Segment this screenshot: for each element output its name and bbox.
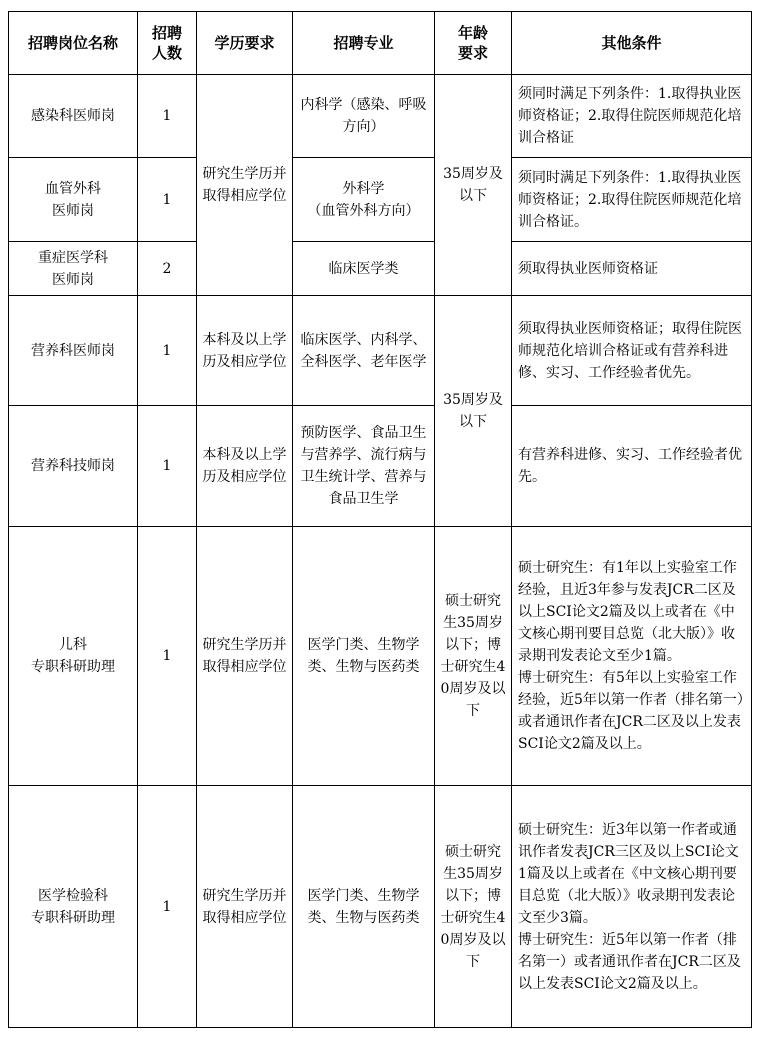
table-row — [9, 786, 752, 1028]
cell-count: 1 — [138, 527, 197, 786]
cell-count: 2 — [138, 242, 197, 296]
cell-count: 1 — [138, 75, 197, 158]
cell-other: 须同时满足下列条件：1.取得执业医师资格证；2.取得住院医师规范化培训合格证 — [512, 75, 752, 158]
table-row — [9, 75, 752, 158]
cell-count: 1 — [138, 158, 197, 242]
header-count: 招聘 人数 — [138, 12, 197, 75]
cell-position: 儿科 专职科研助理 — [9, 527, 138, 786]
cell-position: 重症医学科 医师岗 — [9, 242, 138, 296]
cell-major: 内科学（感染、呼吸方向） — [293, 75, 435, 158]
recruitment-table — [8, 11, 752, 1028]
cell-other: 须同时满足下列条件：1.取得执业医师资格证；2.取得住院医师规范化培训合格证。 — [512, 158, 752, 242]
cell-age: 硕士研究生35周岁以下；博士研究生40周岁及以下 — [435, 527, 512, 786]
cell-other: 须取得执业医师资格证 — [512, 242, 752, 296]
table-row — [9, 158, 752, 242]
cell-other: 硕士研究生：有1年以上实验室工作经验，且近3年参与发表JCR二区及以上SCI论文2篇及以上或者在《中文核心期刊要目总览（北大版）》收录期刊发表论文至少1篇。 博士研究生：有5年以上实验室工作经验，近5年以第一作者（排名第一）或者通讯作者在JCR二区及以上发表SCI论文2篇及以上。 — [512, 527, 752, 786]
table-row — [9, 406, 752, 527]
cell-count: 1 — [138, 786, 197, 1028]
header-other: 其他条件 — [512, 12, 752, 75]
cell-education: 本科及以上学历及相应学位 — [197, 296, 293, 406]
cell-major: 医学门类、生物学类、生物与医药类 — [293, 786, 435, 1028]
table-row — [9, 527, 752, 786]
cell-major: 预防医学、食品卫生与营养学、流行病与卫生统计学、营养与食品卫生学 — [293, 406, 435, 527]
header-age: 年龄 要求 — [435, 12, 512, 75]
cell-education: 研究生学历并取得相应学位 — [197, 75, 293, 296]
cell-other: 须取得执业医师资格证；取得住院医师规范化培训合格证或有营养科进修、实习、工作经验者优先。 — [512, 296, 752, 406]
cell-education: 研究生学历并取得相应学位 — [197, 786, 293, 1028]
cell-major: 外科学 （血管外科方向） — [293, 158, 435, 242]
cell-major: 临床医学、内科学、全科医学、老年医学 — [293, 296, 435, 406]
header-row — [9, 12, 752, 75]
cell-position: 感染科医师岗 — [9, 75, 138, 158]
cell-age: 35周岁及以下 — [435, 296, 512, 527]
cell-position: 营养科医师岗 — [9, 296, 138, 406]
cell-count: 1 — [138, 406, 197, 527]
cell-count: 1 — [138, 296, 197, 406]
cell-position: 血管外科 医师岗 — [9, 158, 138, 242]
cell-other: 硕士研究生：近3年以第一作者或通讯作者发表JCR三区及以上SCI论文1篇及以上或者在《中文核心期刊要目总览（北大版）》收录期刊发表论文至少3篇。 博士研究生：近5年以第一作者（排名第一）或者通讯作者在JCR二区及以上发表SCI论文2篇及以上。 — [512, 786, 752, 1028]
cell-position: 营养科技师岗 — [9, 406, 138, 527]
cell-age: 硕士研究生35周岁以下；博士研究生40周岁及以下 — [435, 786, 512, 1028]
cell-other: 有营养科进修、实习、工作经验者优先。 — [512, 406, 752, 527]
header-major: 招聘专业 — [293, 12, 435, 75]
cell-education: 本科及以上学历及相应学位 — [197, 406, 293, 527]
cell-major: 医学门类、生物学类、生物与医药类 — [293, 527, 435, 786]
table-row — [9, 242, 752, 296]
cell-education: 研究生学历并取得相应学位 — [197, 527, 293, 786]
header-education: 学历要求 — [197, 12, 293, 75]
cell-age: 35周岁及以下 — [435, 75, 512, 296]
cell-position: 医学检验科 专职科研助理 — [9, 786, 138, 1028]
header-position: 招聘岗位名称 — [9, 12, 138, 75]
table-row — [9, 296, 752, 406]
cell-major: 临床医学类 — [293, 242, 435, 296]
